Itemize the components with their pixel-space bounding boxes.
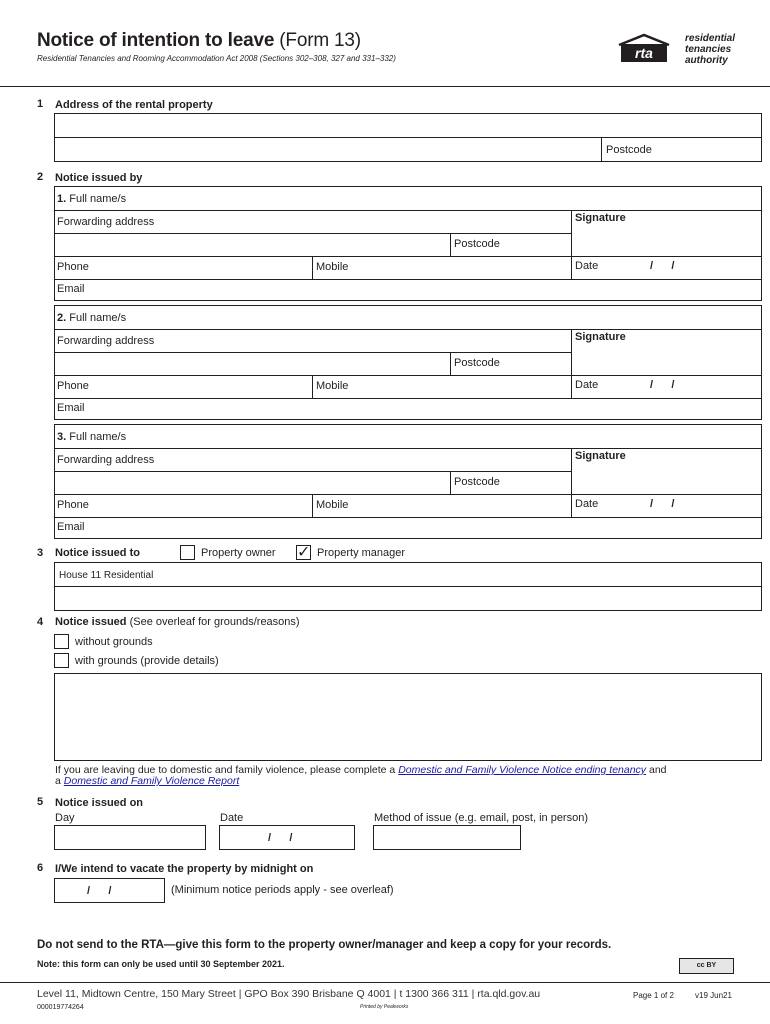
postcode-label: Postcode <box>606 144 652 156</box>
footer-divider <box>0 982 770 983</box>
section-label: Address of the rental property <box>55 99 213 111</box>
section-number: 5 <box>37 796 44 808</box>
dfv-report-link[interactable]: Domestic and Family Violence Report <box>63 775 240 787</box>
section-label: Notice issued on <box>55 797 144 809</box>
dfv-notice-link[interactable]: Domestic and Family Violence Notice ending tenancy <box>398 764 647 776</box>
signature-label: Signature <box>575 212 626 224</box>
address-field-line2[interactable] <box>54 137 602 162</box>
page-title <box>37 30 361 52</box>
email-field[interactable] <box>54 517 762 539</box>
forwarding-address-label: Forwarding address <box>57 216 155 228</box>
footer-warning: Do not send to the RTA—give this form to the property owner/manager and keep a copy for your records. <box>37 939 612 951</box>
date-label: Date <box>575 379 599 391</box>
minimum-notice-note: (Minimum notice periods apply - see overleaf) <box>171 884 394 896</box>
postcode-field[interactable] <box>601 137 762 162</box>
property-manager-checkbox[interactable] <box>296 545 311 560</box>
mobile-field[interactable] <box>312 375 572 399</box>
logo-mark: rta <box>635 45 653 61</box>
forwarding-address-line2[interactable] <box>54 471 451 495</box>
section-number: 3 <box>37 547 44 559</box>
title-form-number: (Form 13) <box>279 30 361 51</box>
section-number: 2 <box>37 171 44 183</box>
email-label: Email <box>57 402 85 414</box>
date-slashes: / / <box>87 885 112 897</box>
date-label: Date <box>575 498 599 510</box>
without-grounds-checkbox[interactable] <box>54 634 69 649</box>
postcode-label: Postcode <box>454 357 500 369</box>
title-bold: Notice of intention to leave <box>37 30 275 51</box>
mobile-field[interactable] <box>312 256 572 280</box>
phone-field[interactable] <box>54 256 313 280</box>
without-grounds-label: without grounds <box>75 636 153 648</box>
day-label: Day <box>55 812 75 824</box>
forwarding-address-label: Forwarding address <box>57 454 155 466</box>
with-grounds-checkbox[interactable] <box>54 653 69 668</box>
fullname-field[interactable] <box>54 186 762 211</box>
property-owner-label: Property owner <box>201 547 276 559</box>
forwarding-address-line2[interactable] <box>54 352 451 376</box>
footer-note: Note: this form can only be used until 30 September 2021. <box>37 959 285 969</box>
forwarding-address-line2[interactable] <box>54 233 451 257</box>
footer-address: Level 11, Midtown Centre, 150 Mary Street | GPO Box 390 Brisbane Q 4001 | t 1300 366 311 | rta.qld.gov.au <box>37 988 541 1000</box>
email-field[interactable] <box>54 398 762 420</box>
email-label: Email <box>57 521 85 533</box>
phone-field[interactable] <box>54 375 313 399</box>
printed-by: Printed by Peakworks <box>360 1004 409 1010</box>
creative-commons-icon: cc BY <box>679 958 734 974</box>
section-label: Notice issued to <box>55 547 140 559</box>
section-note: (See overleaf for grounds/reasons) <box>129 616 300 628</box>
checkmark-icon: ✓ <box>297 544 311 561</box>
postcode-label: Postcode <box>454 476 500 488</box>
fullname-field[interactable] <box>54 305 762 330</box>
issued-to-value: House 11 Residential <box>59 570 154 581</box>
mobile-field[interactable] <box>312 494 572 518</box>
mobile-label: Mobile <box>316 380 349 392</box>
method-label: Method of issue (e.g. email, post, in person) <box>374 812 588 824</box>
fullname-label: 1. Full name/s <box>57 193 127 205</box>
notice-date-field[interactable] <box>219 825 355 850</box>
email-field[interactable] <box>54 279 762 301</box>
rta-logo-icon <box>617 33 671 63</box>
date-slashes: / / <box>650 379 675 391</box>
phone-field[interactable] <box>54 494 313 518</box>
vacate-date-field[interactable] <box>54 878 165 903</box>
section-number: 4 <box>37 616 44 628</box>
fullname-label: 2. Full name/s <box>57 312 127 324</box>
section-label: Notice issued by <box>55 172 143 184</box>
mobile-label: Mobile <box>316 261 349 273</box>
with-grounds-label: with grounds (provide details) <box>75 655 219 667</box>
section-number: 1 <box>37 98 44 110</box>
fullname-label: 3. Full name/s <box>57 431 127 443</box>
day-field[interactable] <box>54 825 206 850</box>
issued-to-name-field[interactable] <box>54 562 762 587</box>
date-slashes: / / <box>650 260 675 272</box>
phone-label: Phone <box>57 380 89 392</box>
fullname-field[interactable] <box>54 424 762 449</box>
email-label: Email <box>57 283 85 295</box>
property-owner-checkbox[interactable] <box>180 545 195 560</box>
form-code: 000019774264 <box>37 1004 84 1011</box>
issued-to-address-field[interactable] <box>54 586 762 611</box>
logo-wordmark: residential tenancies authority <box>685 33 736 66</box>
signature-label: Signature <box>575 331 626 343</box>
property-manager-label: Property manager <box>317 547 406 559</box>
address-field[interactable] <box>54 113 762 138</box>
signature-label: Signature <box>575 450 626 462</box>
section-number: 6 <box>37 862 44 874</box>
header-divider <box>0 86 770 87</box>
phone-label: Phone <box>57 499 89 511</box>
dfv-notice: If you are leaving due to domestic and family violence, please complete a Domestic and Family Violence Notice ending tenancy and a Domestic and Family Violence Report <box>55 764 667 787</box>
postcode-label: Postcode <box>454 238 500 250</box>
section-label: I/We intend to vacate the property by midnight on <box>55 863 314 875</box>
mobile-label: Mobile <box>316 499 349 511</box>
phone-label: Phone <box>57 261 89 273</box>
page-number: Page 1 of 2 <box>633 991 674 1000</box>
grounds-details-textarea[interactable] <box>54 673 762 761</box>
section-label: Notice issued (See overleaf for grounds/reasons) <box>55 616 300 628</box>
date-slashes: / / <box>650 498 675 510</box>
date-slashes: / / <box>268 832 293 844</box>
form-version: v19 Jun21 <box>695 991 732 1000</box>
page-subtitle: Residential Tenancies and Rooming Accommodation Act 2008 (Sections 302–308, 327 and 331–332) <box>37 54 396 63</box>
date-label: Date <box>575 260 599 272</box>
forwarding-address-label: Forwarding address <box>57 335 155 347</box>
method-field[interactable] <box>373 825 521 850</box>
date-label: Date <box>220 812 244 824</box>
